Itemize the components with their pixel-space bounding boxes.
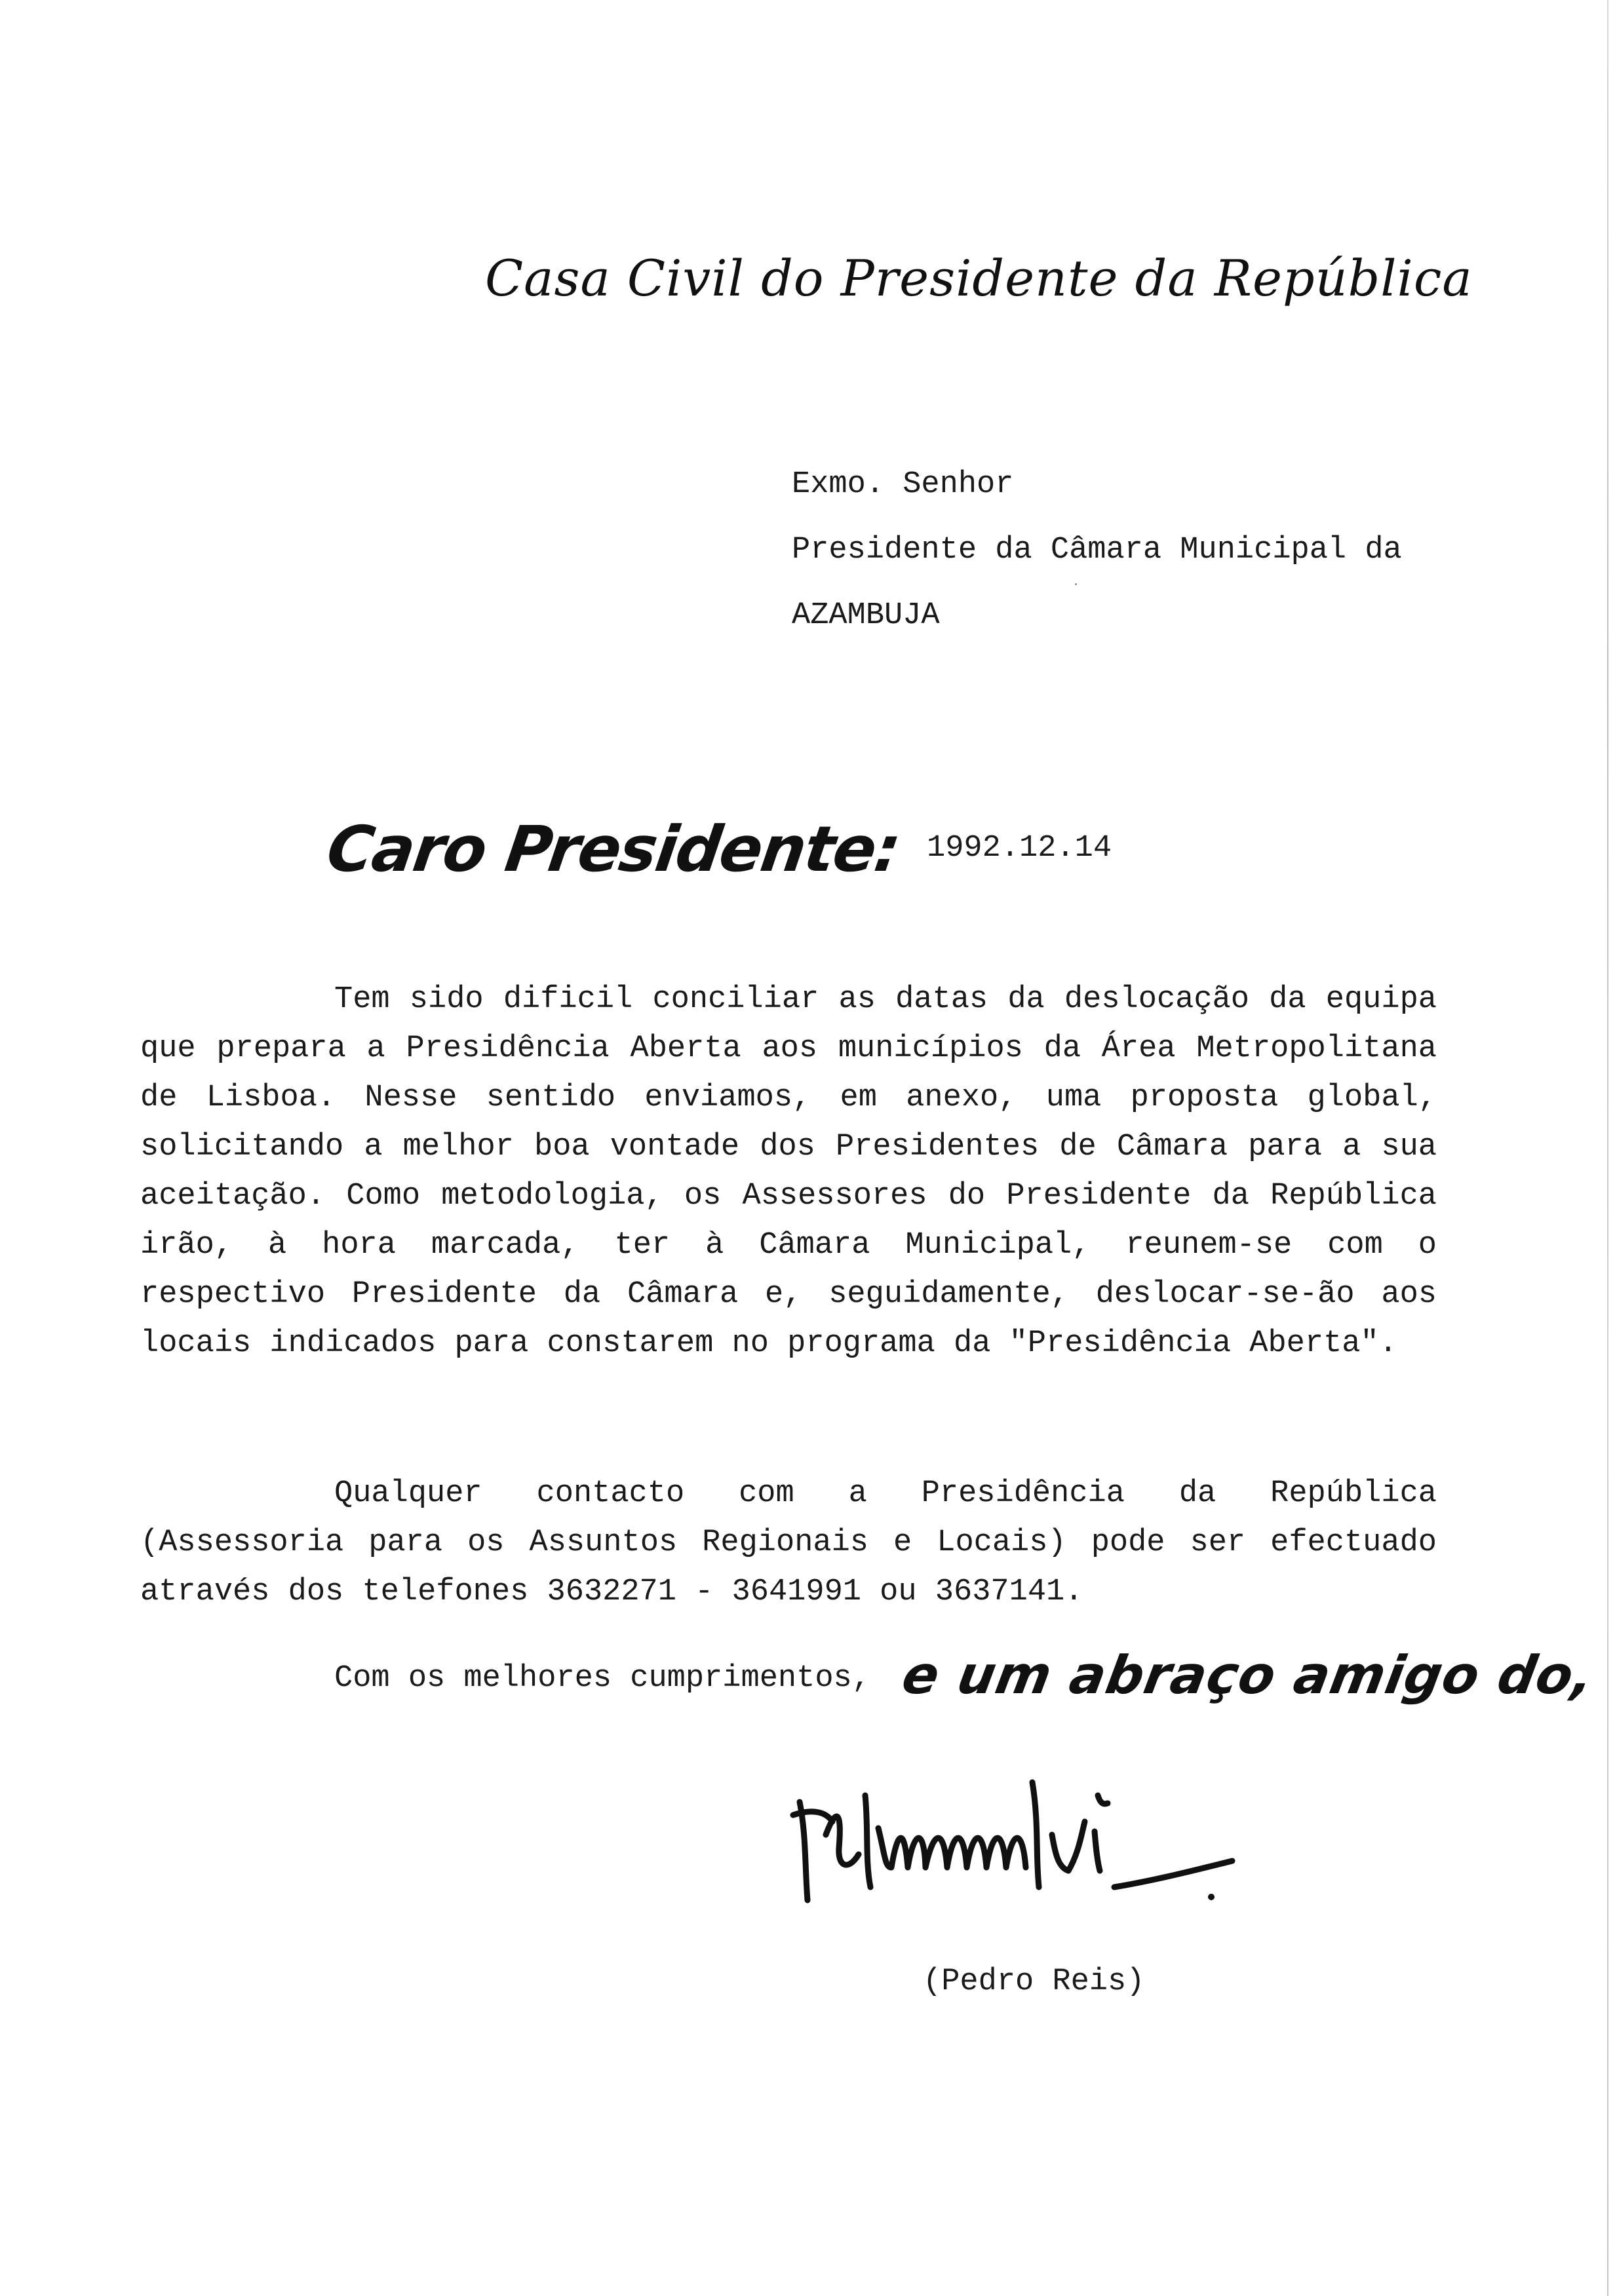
scan-edge-line [1607, 0, 1608, 2296]
handwritten-signature [787, 1756, 1258, 1913]
body-paragraph-2-text: Qualquer contacto com a Presidência da República (Assessoria para os Assuntos Regionais e Locais) pode ser efectuado através dos telefones 3632271 - 3641991 ou 3637141. [140, 1476, 1437, 1609]
recipient-address [792, 452, 1402, 649]
closing-line: Com os melhores cumprimentos, [334, 1661, 870, 1696]
body-paragraph-2 [140, 1469, 1437, 1617]
address-line-1: Exmo. Senhor [792, 467, 1014, 502]
scan-speck [1075, 583, 1077, 585]
address-line-3: AZAMBUJA [792, 598, 940, 633]
letter-date: 1992.12.14 [927, 831, 1112, 866]
handwritten-closing: e um abraço amigo do, [897, 1645, 1599, 1706]
letterhead: Casa Civil do Presidente da República [485, 249, 1473, 307]
signer-name: (Pedro Reis) [923, 1964, 1145, 1999]
body-paragraph-1-text: Tem sido dificil conciliar as datas da deslocação da equipa que prepara a Presidência Aberta aos municípios da Área Metropolitana de Lisboa. Nesse sentido enviamos, em anexo, uma proposta global, solicitando a melhor boa vontade dos Presidentes de Câmara para a sua aceitação. Como metodologia, os Assessores do Presidente da República irão, à hora marcada, ter à Câmara Municipal, reunem-se com o respectivo Presidente da Câmara e, seguidamente, deslocar-se-ão aos locais indicados para constarem no programa da "Presidência Aberta". [140, 982, 1437, 1361]
address-line-2: Presidente da Câmara Municipal da [792, 533, 1402, 567]
body-paragraph-1 [140, 975, 1437, 1368]
handwritten-salutation: Caro Presidente: [322, 813, 905, 886]
